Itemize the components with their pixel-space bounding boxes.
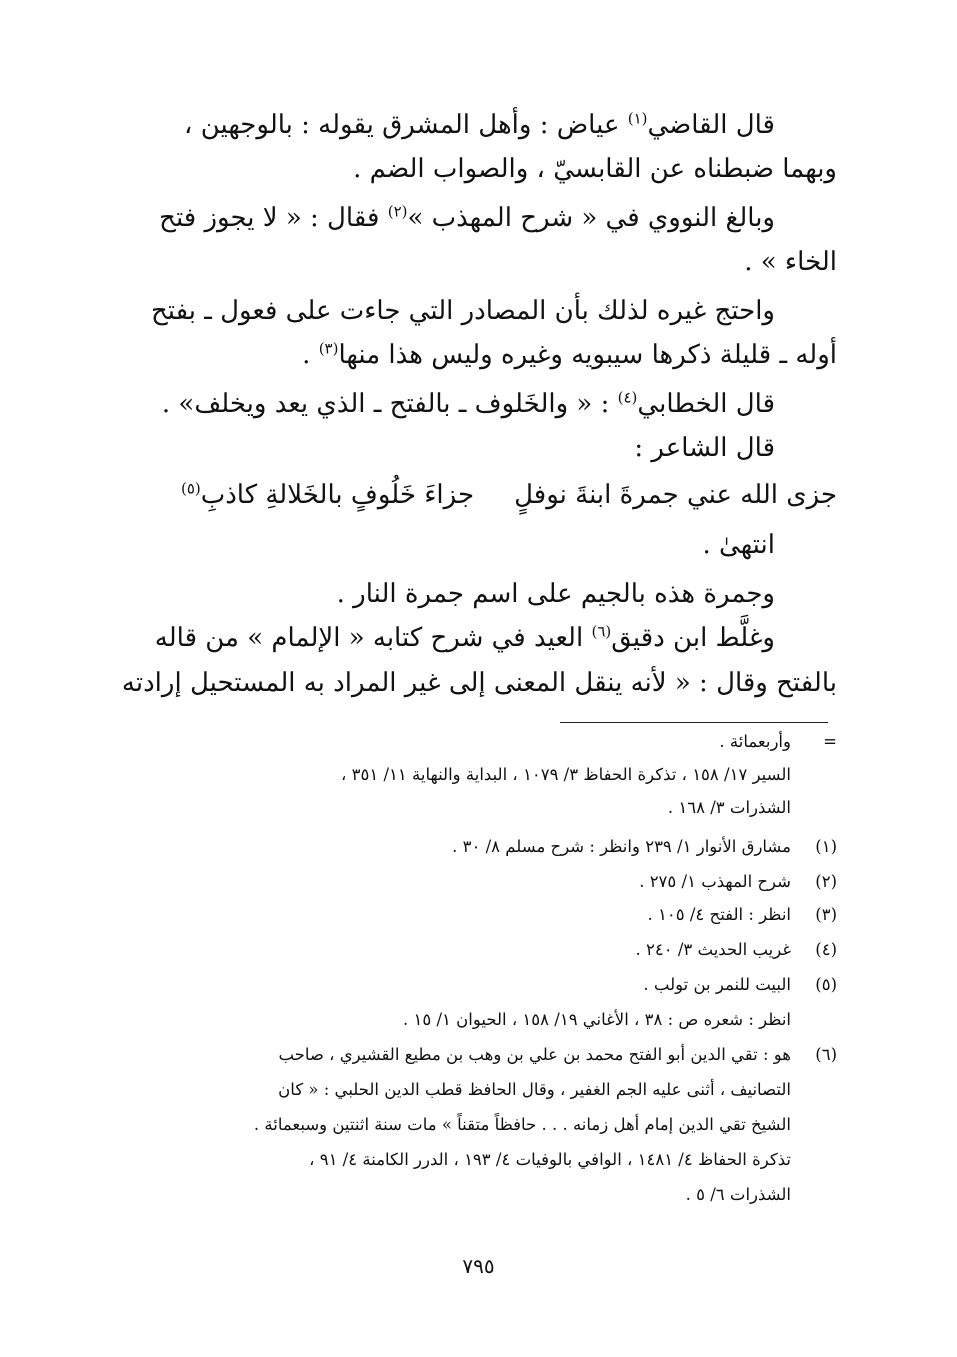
footnote-number: (٢) [815,872,837,891]
footnote-line: انظر : شعره ص : ٣٨ ، الأغاني ١٩/ ١٥٨ ، الحيوان ١/ ١٥ . [402,1010,791,1029]
body-line-7: قال الخطابي$^{(٤)}$ : « والخَلوف ـ بالفتح ـ الذي يعد ويخلف» . [161,388,775,419]
footnote-ref-6[interactable]: (٦) [591,622,612,641]
footnote-number: = [823,732,837,751]
footnote-line: =وأربعمائة . [719,732,837,751]
footnote-6: (٦)هو : تقي الدين أبو الفتح محمد بن علي بن وهب بن مطيع القشيري ، صاحب [278,1045,837,1064]
body-line-11: وجمرة هذه بالجيم على اسم جمرة النار . [336,579,775,609]
body-line-12: وغلَّط ابن دقيق$^{(٦)}$ العيد في شرح كتابه « الإلمام » من قاله [154,622,775,653]
footnote-number: (٤) [815,940,837,959]
body-line-10: انتهىٰ . [702,530,775,560]
footnote-ref-2[interactable]: (٢) [387,202,408,221]
footnote-ref-3[interactable]: (٣) [318,339,339,358]
footnote-number: (٥) [815,975,837,994]
footnote-3: (٣)انظر : الفتح ٤/ ١٠٥ . [647,905,837,924]
page-number: ٧٩٥ [462,1254,495,1278]
footnote-line: التصانيف ، أثنى عليه الجم الغفير ، وقال الحافظ قطب الدين الحلبي : « كان [278,1080,791,1099]
footnote-1: (١)مشارق الأنوار ١/ ٢٣٩ وانظر : شرح مسلم ٨/ ٣٠ . [452,837,837,856]
verse-hemistich-1: جزى الله عني جمرةَ ابنةَ نوفلٍ [514,480,837,510]
body-line-6: أوله ـ قليلة ذكرها سيبويه وغيره وليس هذا منها$^{(٣)}$ . [302,339,837,370]
body-line-4: الخاء » . [744,247,837,277]
body-line-8: قال الشاعر : [634,433,775,463]
footnote-line: الشذرات ٣/ ١٦٨ . [667,798,791,817]
footnote-ref-5[interactable]: (٥) [180,479,201,498]
body-line-2: وبهما ضبطناه عن القابسيّ ، والصواب الضم . [353,154,837,184]
footnote-line: السير ١٧/ ١٥٨ ، تذكرة الحفاظ ٣/ ١٠٧٩ ، البداية والنهاية ١١/ ٣٥١ ، [341,765,791,784]
body-line-13: بالفتح وقال : « لأنه ينقل المعنى إلى غير المراد به المستحيل إرادته [121,668,837,698]
footnote-line: الشذرات ٦/ ٥ . [685,1185,791,1204]
body-line-1: قال القاضي$^{(١)}$ عياض : وأهل المشرق يقوله : بالوجهين ، [184,109,775,140]
verse-hemistich-2: جزاءَ خَلُوفٍ بالخَلالةِ كاذبِ [200,480,475,510]
footnote-line: تذكرة الحفاظ ٤/ ١٤٨١ ، الوافي بالوفيات ٤/ ١٩٣ ، الدرر الكامنة ٤/ ٩١ ، [309,1150,791,1169]
footnote-separator [560,722,828,723]
footnote-5: (٥)البيت للنمر بن تولب . [643,975,837,994]
footnote-ref-1[interactable]: (١) [627,109,648,128]
footnote-number: (٦) [815,1045,837,1064]
footnote-ref-4[interactable]: (٤) [617,388,638,407]
footnote-number: (١) [815,837,837,856]
body-line-5: واحتج غيره لذلك بأن المصادر التي جاءت على فعول ـ بفتح [150,296,775,326]
verse-line [181,478,837,514]
body-line-3: وبالغ النووي في « شرح المهذب »$^{(٢)}$ فقال : « لا يجوز فتح [159,202,775,233]
footnote-line: الشيخ تقي الدين إمام أهل زمانه . . . حافظاً متقناً » مات سنة اثنتين وسبعمائة . [253,1115,791,1134]
footnote-2: (٢)شرح المهذب ١/ ٢٧٥ . [639,872,837,891]
footnote-number: (٣) [815,905,837,924]
footnote-4: (٤)غريب الحديث ٣/ ٢٤٠ . [635,940,837,959]
